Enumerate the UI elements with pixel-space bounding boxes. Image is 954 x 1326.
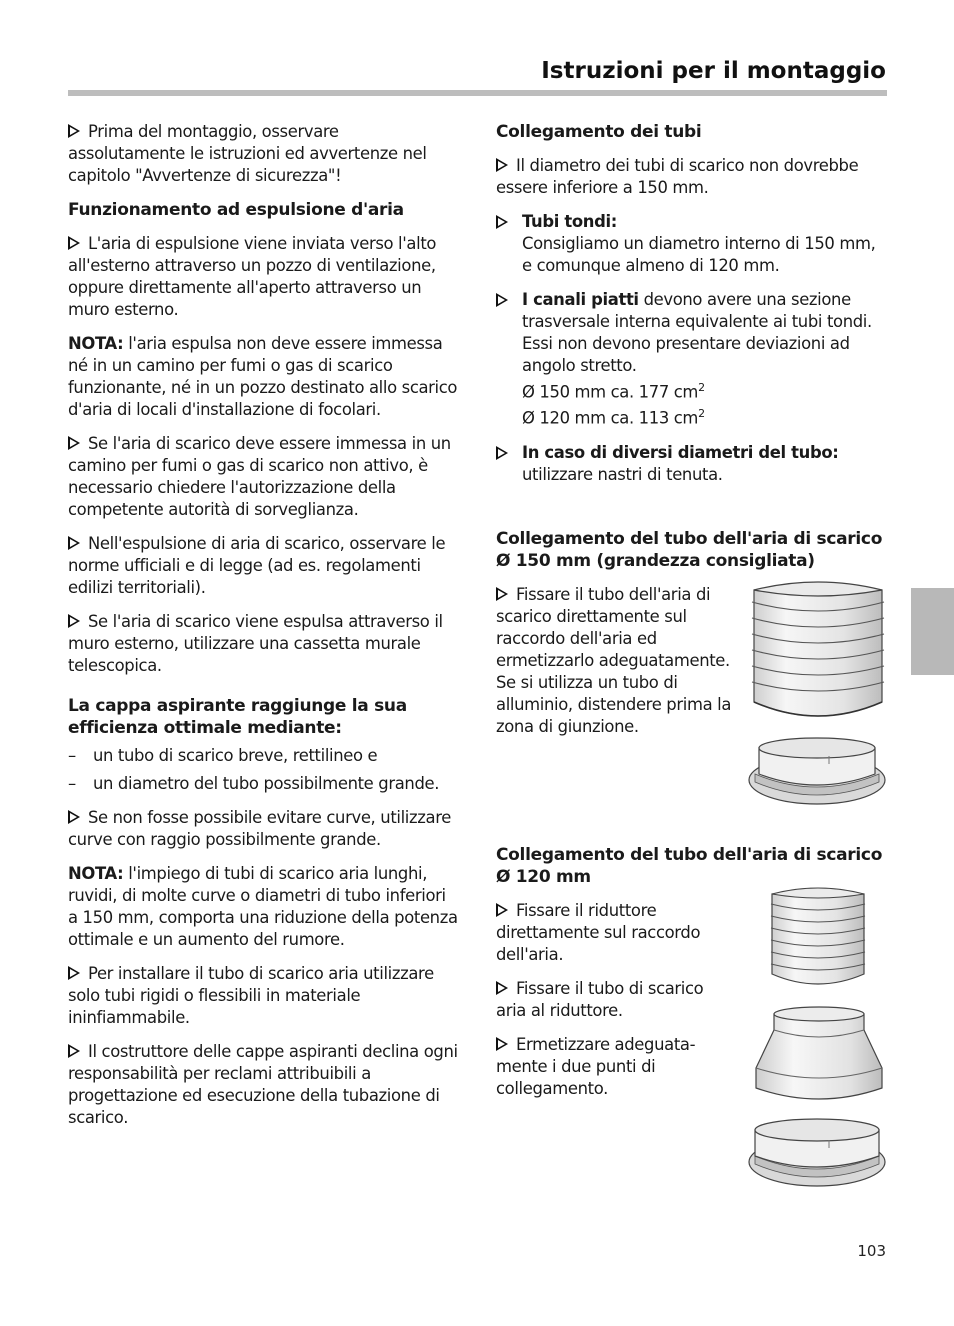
flexible-pipe-150-illustration [748, 580, 888, 722]
triangle-bullet-icon [496, 158, 508, 172]
heading-tubo-120: Collegamento del tubo dell'aria di scarico Ø 120 mm [496, 844, 883, 887]
nota-2: NOTA: l'impiego di tubi di scarico aria lunghi, ruvidi, di molte curve o diametri di tubo inferiori a 150 mm, comporta una riduzione della potenza ottimale e un aumento del rumore. [68, 864, 458, 949]
connector-ring-150-illustration [745, 734, 890, 812]
paragraph-diversi-diametri: In caso di diversi diametri del tubo: utilizzare nastri di tenuta. [496, 442, 888, 486]
left-column [68, 121, 460, 1141]
triangle-bullet-icon [68, 810, 80, 824]
paragraph-intro: Prima del montaggio, osservare assolutamente le istruzioni ed avvertenze nel capitolo "Avvertenze di sicurezza"! [68, 122, 427, 185]
list-item: – un diametro del tubo possibilmente grande. [68, 774, 440, 793]
triangle-bullet-icon [496, 215, 508, 229]
paragraph-ermetizzare: Ermetizzare adeguata-mente i due punti di collegamento. [496, 1034, 696, 1098]
triangle-bullet-icon [496, 293, 508, 307]
paragraph-responsabilita: Il costruttore delle cappe aspiranti declina ogni responsabilità per reclami attribuibili a progettazione ed esecuzione della tubazione di scarico. [68, 1042, 458, 1127]
triangle-bullet-icon [68, 436, 80, 450]
page-number: 103 [857, 1242, 886, 1260]
triangle-bullet-icon [68, 1044, 80, 1058]
paragraph-fissare-tubo: Fissare il tubo di scarico aria al riduttore. [496, 978, 704, 1020]
triangle-bullet-icon [68, 614, 80, 628]
triangle-bullet-icon [496, 1037, 508, 1051]
heading-espulsione: Funzionamento ad espulsione d'aria [68, 200, 404, 220]
heading-collegamento-tubi: Collegamento dei tubi [496, 122, 702, 142]
triangle-bullet-icon [68, 536, 80, 550]
heading-tubo-150: Collegamento del tubo dell'aria di scarico Ø 150 mm (grandezza consigliata) [496, 528, 883, 571]
paragraph-materiale: Per installare il tubo di scarico aria utilizzare solo tubi rigidi o flessibili in materiale ininfiammabile. [68, 964, 434, 1027]
triangle-bullet-icon [68, 236, 80, 250]
nota-1: NOTA: l'aria espulsa non deve essere immessa né in un camino per fumi o gas di scarico funzionante, né in un pozzo destinato allo scarico d'aria di locali d'installazione di focolari. [68, 334, 458, 419]
paragraph-tubi-tondi: Tubi tondi: Consigliamo un diametro interno di 150 mm, e comunque almeno di 120 mm. [496, 211, 888, 277]
triangle-bullet-icon [496, 587, 508, 601]
paragraph-norme: Nell'espulsione di aria di scarico, osservare le norme ufficiali e di legge (ad es. regolamenti edilizi territoriali). [68, 534, 446, 597]
header-rule [68, 90, 887, 96]
paragraph-muro: Se l'aria di scarico viene espulsa attraverso il muro esterno, utilizzare una cassetta murale telescopica. [68, 612, 443, 675]
triangle-bullet-icon [68, 966, 80, 980]
paragraph-canali-piatti: I canali piatti devono avere una sezione trasversale interna equivalente ai tubi tondi. Essi non devono presentare deviazioni ad angolo stretto. Ø 150 mm ca. 177 $cm^2$ Ø 120 mm ca. 113 $cm^2$ [496, 289, 888, 430]
side-tab [911, 588, 954, 675]
flexible-pipe-120-illustration [768, 886, 868, 990]
triangle-bullet-icon [496, 903, 508, 917]
paragraph-tubo-150: Fissare il tubo dell'aria di scarico direttamente sul raccordo dell'aria ed ermetizzarlo adeguatamente. Se si utilizza un tubo di alluminio, distendere prima la zona di giunzione. [496, 584, 732, 736]
paragraph-curve: Se non fosse possibile evitare curve, utilizzare curve con raggio possibilmente grande. [68, 808, 451, 849]
heading-efficienza: La cappa aspirante raggiunge la sua efficienza ottimale mediante: [68, 696, 407, 738]
paragraph-diametro: Il diametro dei tubi di scarico non dovrebbe essere inferiore a 150 mm. [496, 156, 859, 197]
paragraph-riduttore: Fissare il riduttore direttamente sul raccordo dell'aria. [496, 900, 701, 964]
paragraph-espulsione: L'aria di espulsione viene inviata verso l'alto all'esterno attraverso un pozzo di ventilazione, oppure direttamente all'aperto attraverso un muro esterno. [68, 234, 437, 319]
connector-ring-120-illustration [745, 1114, 890, 1194]
paragraph-camino: Se l'aria di scarico deve essere immessa in un camino per fumi o gas di scarico non attivo, è necessario chiedere l'autorizzazione della competente autorità di sorveglianza. [68, 434, 451, 519]
triangle-bullet-icon [68, 124, 80, 138]
page-title: Istruzioni per il montaggio [541, 58, 886, 84]
list-item: – un tubo di scarico breve, rettilineo e [68, 746, 378, 765]
reducer-illustration [752, 1004, 886, 1104]
triangle-bullet-icon [496, 981, 508, 995]
triangle-bullet-icon [496, 446, 508, 460]
